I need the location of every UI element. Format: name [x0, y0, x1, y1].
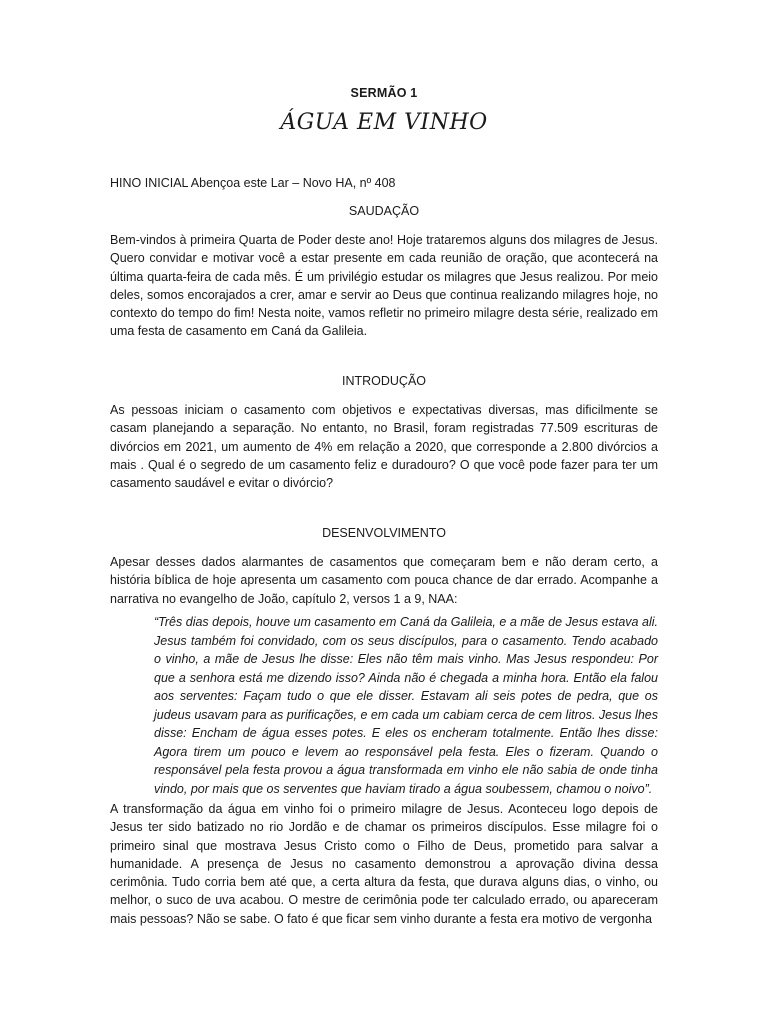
- development-paragraph-2: A transformação da água em vinho foi o primeiro milagre de Jesus. Aconteceu logo depois de Jesus ter sido batizado no rio Jordão e de chamar os primeiros discípulos. Esse milagre foi o primeiro sinal que mostrava Jesus Cristo como o Filho de Deus, prometido para salvar a humanidade. A presença de Jesus no casamento demonstrou a aprovação divina dessa cerimônia. Tudo corria bem até que, a certa altura da festa, que durava alguns dias, o vinho, ou melhor, o suco de uva acabou. O mestre de cerimônia pode ter calculado errado, ou apareceram mais pessoas? Não se sabe. O fato é que ficar sem vinho durante a festa era motivo de vergonha: [110, 802, 658, 926]
- bible-quote: “Três dias depois, houve um casamento em Caná da Galileia, e a mãe de Jesus estava ali. Jesus também foi convidado, com os seus discípulos, para o casamento. Tendo acabado o vinho, a mãe de Jesus lhe disse: Eles não têm mais vinho. Mas Jesus respondeu: Por que a senhora está me dizendo isso? Ainda não é chegada a minha hora. Então ela falou aos serventes: Façam tudo o que ele disser. Estavam ali seis potes de pedra, que os judeus usavam para as purificações, e em cada um cabiam cerca de cem litros. Jesus lhes disse: Encham de água esses potes. E eles os encheram totalmente. Então lhes disse: Agora tirem um pouco e levem ao responsável pela festa. Eles o fizeram. Quando o responsável pela festa provou a água transformada em vinho ele não sabia de onde tinha vindo, por mais que os serventes que haviam tirado a água soubessem, chamou o noivo”.: [154, 615, 658, 796]
- greeting-paragraph: Bem-vindos à primeira Quarta de Poder deste ano! Hoje trataremos alguns dos milagres de Jesus. Quero convidar e motivar você a estar presente em cada reunião de oração, que acontecerá na última quarta-feira de cada mês. É um privilégio estudar os milagres que Jesus realizou. Por meio deles, somos encorajados a crer, amar e servir ao Deus que continua realizando milagres hoje, no contexto do tempo do fim! Nesta noite, vamos refletir no primeiro milagre desta série, realizado em uma festa de casamento em Caná da Galileia.: [110, 233, 658, 339]
- opening-hymn-line: HINO INICIAL Abençoa este Lar – Novo HA, nº 408: [110, 176, 396, 190]
- introduction-heading: INTRODUÇÃO: [341, 374, 427, 388]
- development-heading: DESENVOLVIMENTO: [322, 526, 446, 540]
- sermon-label: SERMÃO 1: [350, 86, 418, 100]
- greeting-heading: SAUDAÇÃO: [348, 204, 420, 218]
- sermon-title: ÁGUA EM VINHO: [280, 110, 488, 135]
- introduction-paragraph: As pessoas iniciam o casamento com objetivos e expectativas diversas, mas dificilmente se casam planejando a separação. No entanto, no Brasil, foram registradas 77.509 escrituras de divórcios em 2021, um aumento de 4% em relação a 2020, que corresponde a 2.800 divórcios a mais . Qual é o segredo de um casamento feliz e duradouro? O que você pode fazer para ter um casamento saudável e evitar o divórcio?: [110, 403, 658, 491]
- development-paragraph-1: Apesar desses dados alarmantes de casamentos que começaram bem e não deram certo, a história bíblica de hoje apresenta um casamento com pouca chance de dar errado. Acompanhe a narrativa no evangelho de João, capítulo 2, versos 1 a 9, NAA:: [110, 555, 658, 606]
